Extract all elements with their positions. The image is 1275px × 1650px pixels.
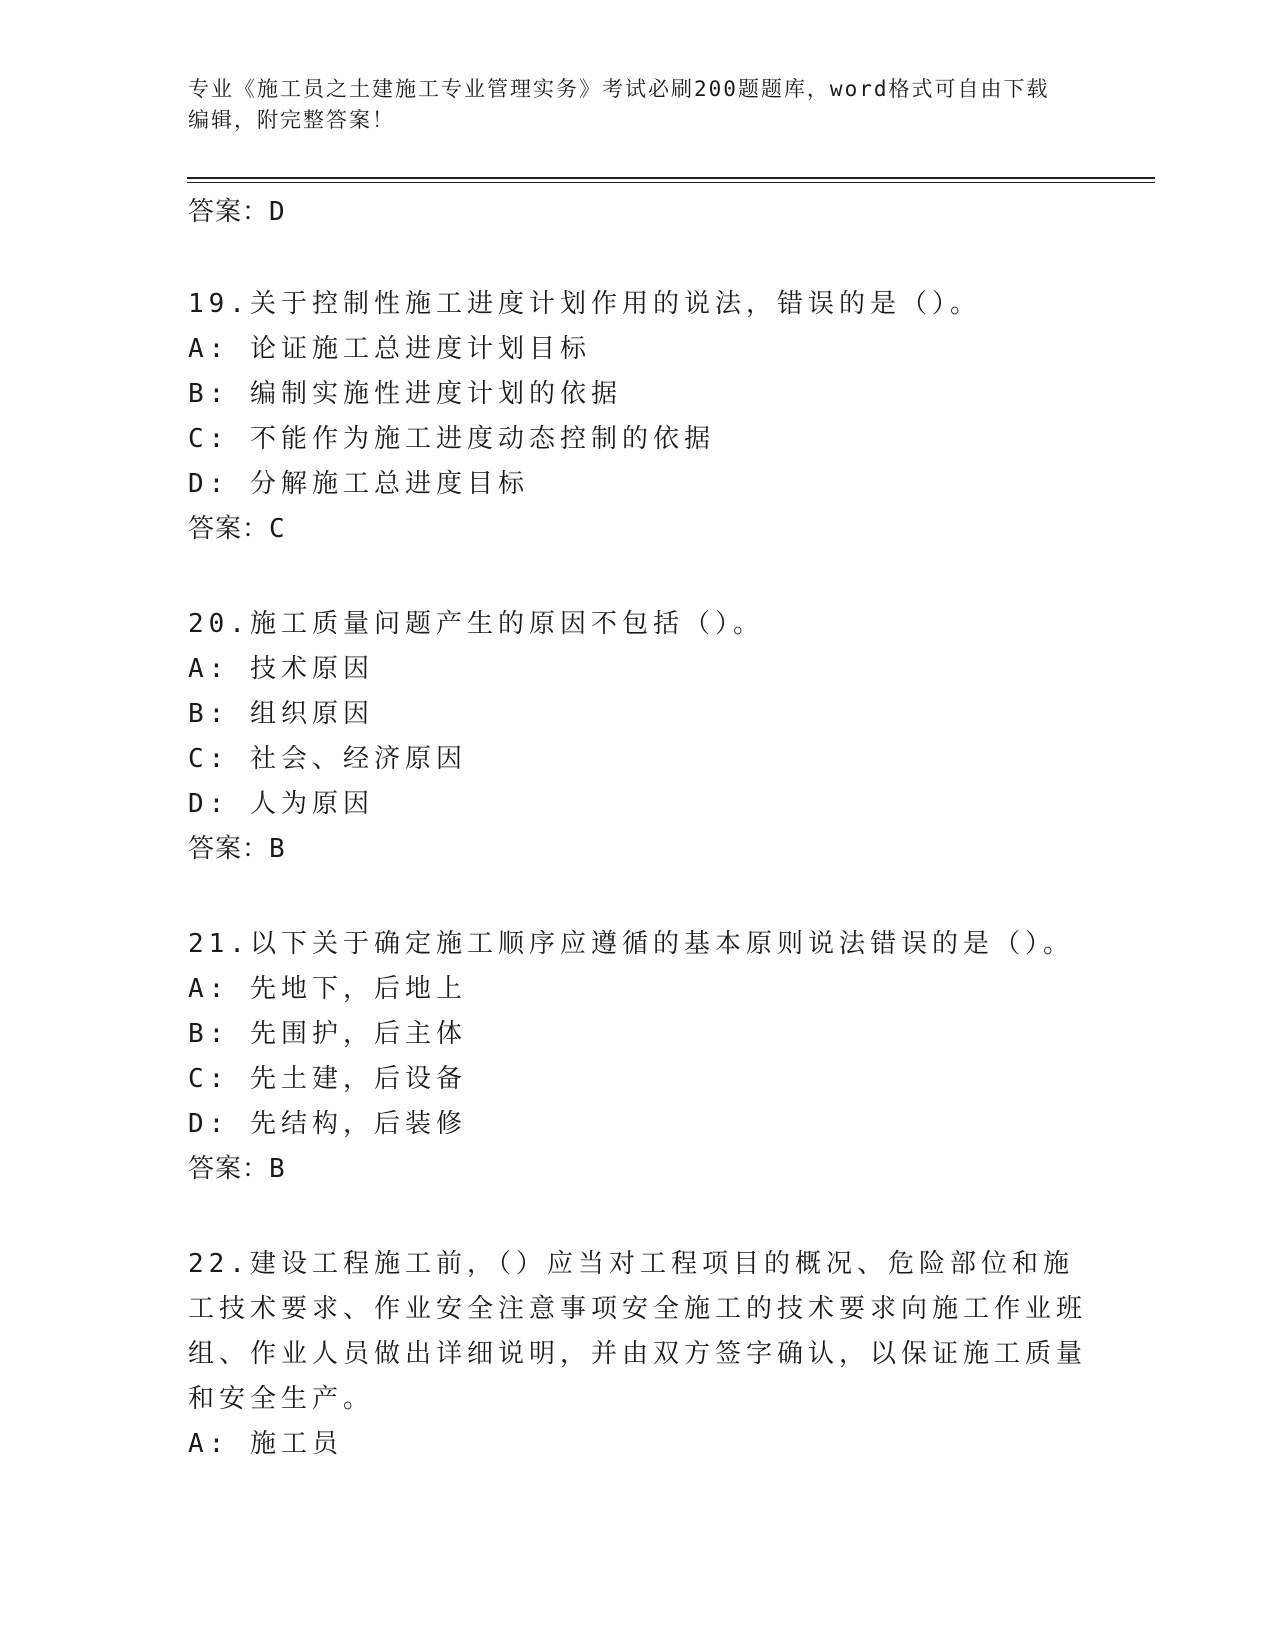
- option-b: B: 先围护，后主体: [188, 1019, 467, 1049]
- question-stem: 22.建设工程施工前，（）应当对工程项目的概况、危险部位和施工技术要求、作业安全注意事项安全施工的技术要求向施工作业班组、作业人员做出详细说明，并由双方签字确认，以保证施工质量和安全生产。: [188, 1249, 1088, 1414]
- header-divider: [187, 177, 1155, 179]
- question-stem: 21.以下关于确定施工顺序应遵循的基本原则说法错误的是（）。: [188, 929, 1074, 959]
- document-header: 专业《施工员之土建施工专业管理实务》考试必刷200题题库，word格式可自由下载编辑，附完整答案！: [188, 77, 1050, 132]
- question-list: [188, 282, 1088, 1517]
- option-d: D: 分解施工总进度目标: [188, 469, 529, 499]
- question-22: [188, 1242, 1088, 1467]
- option-a: A: 先地下，后地上: [188, 974, 467, 1004]
- option-c: C: 社会、经济原因: [188, 744, 467, 774]
- option-c: C: 先土建，后设备: [188, 1064, 467, 1094]
- option-d: D: 先结构，后装修: [188, 1109, 467, 1139]
- previous-question-answer: 答案：D: [188, 197, 286, 227]
- option-b: B: 组织原因: [188, 699, 374, 729]
- question-stem: 20.施工质量问题产生的原因不包括（）。: [188, 609, 764, 639]
- answer: 答案：B: [188, 1154, 286, 1184]
- option-c: C: 不能作为施工进度动态控制的依据: [188, 424, 715, 454]
- question-21: [188, 922, 1088, 1192]
- question-stem: 19.关于控制性施工进度计划作用的说法，错误的是（）。: [188, 289, 981, 319]
- option-a: A: 技术原因: [188, 654, 374, 684]
- header-divider-thin: [187, 182, 1155, 183]
- answer: 答案：C: [188, 514, 286, 544]
- question-19: [188, 282, 1088, 552]
- option-d: D: 人为原因: [188, 789, 374, 819]
- option-a: A: 施工员: [188, 1429, 343, 1459]
- option-a: A: 论证施工总进度计划目标: [188, 334, 591, 364]
- answer: 答案：B: [188, 834, 286, 864]
- option-b: B: 编制实施性进度计划的依据: [188, 379, 622, 409]
- question-20: [188, 602, 1088, 872]
